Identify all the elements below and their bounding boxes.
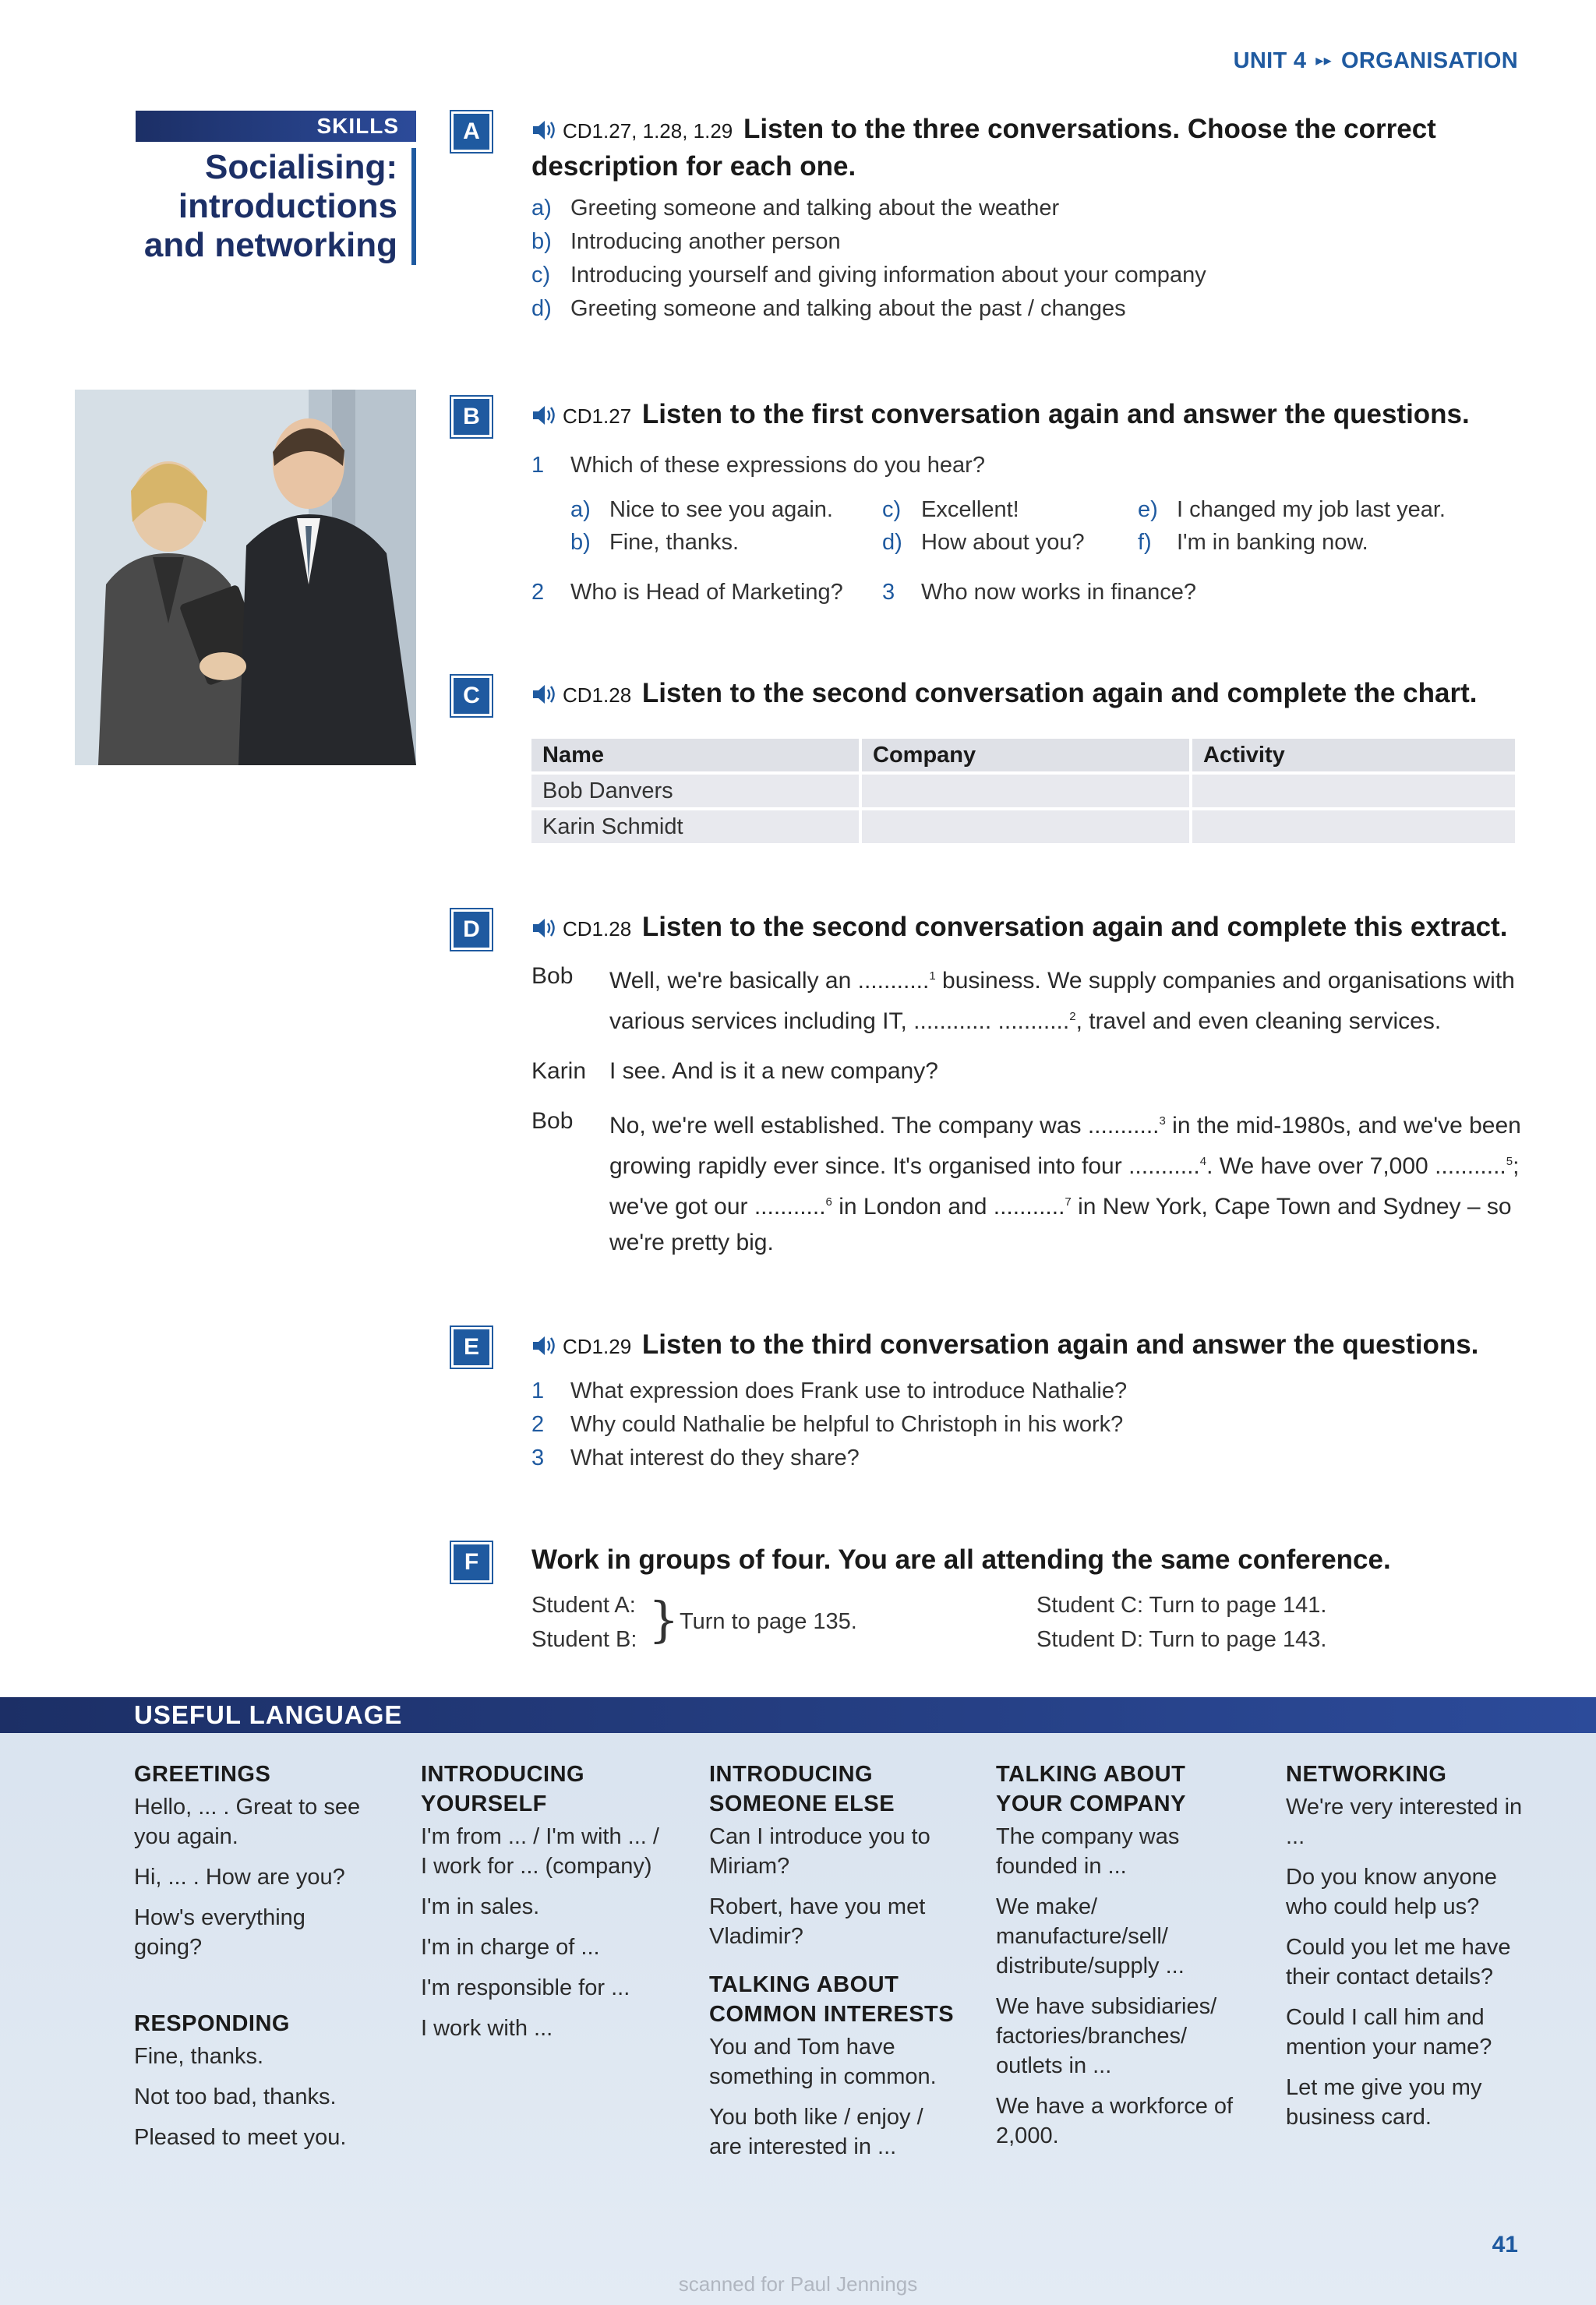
section-f-title: Work in groups of four. You are all attending the same conference. — [531, 1544, 1391, 1575]
column-heading: TALKING ABOUT YOUR COMPANY — [996, 1762, 1186, 1816]
section-a-title: Listen to the three conversations. Choose the correct description for each one. — [531, 114, 1436, 182]
dialogue-extract — [531, 958, 1521, 1261]
section-b-questions — [531, 576, 1521, 610]
section-letter-b: B — [454, 399, 489, 435]
list-item: a) Greeting someone and talking about the weather — [531, 196, 1060, 221]
phrase: I'm in charge of ... — [421, 1935, 600, 1960]
unit-topic: ORGANISATION — [1340, 48, 1518, 73]
gap-blank[interactable]: ........... — [1087, 1113, 1160, 1138]
section-c-heading — [531, 676, 1521, 714]
question-item: 3 What interest do they share? — [531, 1445, 860, 1470]
phrase: Could I call him and mention your name? — [1286, 2005, 1492, 2060]
speaker-icon[interactable] — [531, 115, 560, 150]
scan-note: scanned for Paul Jennings — [678, 2272, 918, 2296]
column-heading: NETWORKING — [1286, 1762, 1447, 1787]
skills-title-line: introductions — [178, 187, 397, 225]
handshake-photo — [75, 390, 416, 765]
list-item: c) Introducing yourself and giving information about your company — [531, 263, 1206, 288]
speaker-icon[interactable] — [531, 1331, 560, 1365]
section-letter-e: E — [454, 1329, 489, 1365]
column-heading: TALKING ABOUT COMMON INTERESTS — [709, 1972, 955, 2027]
speaker-name: Bob — [531, 963, 574, 989]
phrase: Fine, thanks. — [134, 2044, 264, 2069]
column-header: Name — [531, 739, 859, 771]
student-label: Student C: Turn to page 141. — [1036, 1593, 1327, 1618]
phrase: Could you let me have their contact details? — [1286, 1935, 1511, 1989]
useful-language-column — [709, 1760, 959, 2173]
column-header: Activity — [1192, 739, 1515, 771]
speaker-name: Karin — [531, 1058, 587, 1084]
phrase: We have subsidiaries/ factories/branches/ outlets in ... — [996, 1994, 1217, 2078]
phrase: We make/ manufacture/sell/ distribute/supply ... — [996, 1894, 1185, 1978]
section-c-title: Listen to the second conversation again and complete the chart. — [641, 678, 1478, 708]
list-item: c) Excellent! — [882, 497, 1019, 522]
section-e-questions — [531, 1375, 1521, 1475]
skills-title — [136, 148, 416, 265]
phrase: You both like / enjoy / are interested in ... — [709, 2105, 923, 2159]
phrase: Can I introduce you to Miriam? — [709, 1824, 930, 1879]
student-label: Student D: Turn to page 143. — [1036, 1627, 1327, 1652]
student-label: Student B: — [531, 1627, 637, 1652]
dialogue-line — [531, 958, 1521, 1040]
list-item: b) Introducing another person — [531, 229, 841, 254]
list-item: d) How about you? — [882, 530, 1085, 555]
phrase: Do you know anyone who could help us? — [1286, 1865, 1497, 1919]
table-row — [531, 775, 1515, 807]
useful-language-title: USEFUL LANGUAGE — [134, 1700, 403, 1729]
column-heading: GREETINGS — [134, 1762, 271, 1787]
speaker-icon[interactable] — [531, 401, 560, 435]
skills-title-line: and networking — [143, 226, 397, 264]
table-cell-blank[interactable] — [862, 810, 1189, 843]
double-arrow-icon: ▸▸ — [1315, 52, 1332, 69]
page-number: 41 — [1492, 2232, 1518, 2257]
gap-number: 1 — [929, 969, 936, 983]
table-cell-blank[interactable] — [1192, 810, 1515, 843]
useful-language-column — [134, 1760, 368, 2163]
list-item: e) I changed my job last year. — [1138, 497, 1446, 522]
phrase: I'm from ... / I'm with ... / I work for ... (company) — [421, 1824, 659, 1879]
table-cell: Karin Schmidt — [531, 810, 859, 843]
phrase: Let me give you my business card. — [1286, 2075, 1482, 2130]
phrase: Robert, have you met Vladimir? — [709, 1894, 926, 1949]
skills-label: SKILLS — [136, 111, 416, 142]
phrase: Pleased to meet you. — [134, 2125, 347, 2150]
unit-header — [1234, 48, 1518, 74]
speaker-icon[interactable] — [531, 679, 560, 714]
handshake-photo-illustration — [75, 390, 416, 765]
question-item: 2 Why could Nathalie be helpful to Christoph in his work? — [531, 1412, 1124, 1437]
section-c — [531, 676, 1521, 714]
section-d — [531, 910, 1521, 1261]
phrase: I'm in sales. — [421, 1894, 540, 1919]
column-heading: RESPONDING — [134, 2011, 290, 2036]
column-heading: INTRODUCING SOMEONE ELSE — [709, 1762, 895, 1816]
phrase: The company was founded in ... — [996, 1824, 1180, 1879]
student-instructions — [531, 1588, 1521, 1658]
gap-blank[interactable]: ........... — [1435, 1153, 1506, 1179]
gap-blank[interactable]: ........... — [993, 1194, 1065, 1220]
expression-options — [570, 493, 1521, 565]
list-item: a) Nice to see you again. — [570, 497, 833, 522]
section-letter-c: C — [454, 678, 489, 714]
section-a-heading — [531, 112, 1521, 184]
cd-track: CD1.27 — [563, 404, 632, 428]
section-letter-f: F — [454, 1544, 489, 1580]
section-b-heading — [531, 397, 1521, 435]
table-header-row — [531, 739, 1515, 771]
table-row — [531, 810, 1515, 843]
phrase: You and Tom have something in common. — [709, 2035, 937, 2089]
phrase: I'm responsible for ... — [421, 1975, 630, 2000]
brace-icon: } — [648, 1591, 680, 1648]
cd-track: CD1.28 — [563, 917, 632, 941]
question-item: 2 Who is Head of Marketing? — [531, 580, 843, 605]
section-b-title: Listen to the first conversation again and answer the questions. — [641, 399, 1470, 429]
cd-track: CD1.29 — [563, 1335, 632, 1358]
skills-title-line: Socialising: — [205, 148, 397, 186]
phrase: Not too bad, thanks. — [134, 2084, 337, 2109]
gap-number: 7 — [1065, 1195, 1072, 1209]
dialogue-text: I see. And is it a new company? — [609, 1058, 938, 1084]
turn-to-page: Turn to page 135. — [680, 1609, 857, 1634]
dialogue-text: Well, we're basically an ...........$^1$ business. We supply companies and organisations with various services including IT, ............ ...........$^2$, travel and even cleaning services. — [609, 968, 1515, 1034]
table-cell: Bob Danvers — [531, 775, 859, 807]
gap-blank[interactable]: ........... — [1128, 1153, 1200, 1179]
gap-blank[interactable]: ........... — [754, 1194, 826, 1220]
table-cell-blank[interactable] — [1192, 775, 1515, 807]
completion-chart — [528, 736, 1518, 846]
cd-track: CD1.28 — [563, 683, 632, 707]
skills-box — [136, 111, 416, 265]
question-item: 1 Which of these expressions do you hear? — [531, 453, 985, 478]
list-item: d) Greeting someone and talking about the past / changes — [531, 296, 1126, 321]
phrase: We have a workforce of 2,000. — [996, 2094, 1234, 2148]
student-label: Student A: — [531, 1593, 636, 1618]
section-f — [531, 1543, 1521, 1658]
speaker-name: Bob — [531, 1108, 574, 1134]
column-header: Company — [862, 739, 1189, 771]
gap-blank[interactable]: ............ ........... — [913, 1008, 1070, 1034]
cd-track: CD1.27, 1.28, 1.29 — [563, 119, 733, 143]
dialogue-line — [531, 1054, 1521, 1089]
dialogue-text: No, we're well established. The company was ...........$^3$ in the mid-1980s, and we've been growing rapidly ever since. It's organised into four ...........$^4$. We have over 7,000 ...........$^5$; we've got our ...........$^6$ in London and ...........$^7$ in New York, Cape Town and Sydney – so we're pretty big. — [609, 1113, 1521, 1255]
section-e-heading — [531, 1328, 1521, 1365]
column-heading: INTRODUCING YOURSELF — [421, 1762, 585, 1816]
unit-label: UNIT 4 — [1233, 48, 1307, 73]
table-cell-blank[interactable] — [862, 775, 1189, 807]
gap-number: 6 — [825, 1195, 832, 1209]
question-item: 1 What expression does Frank use to introduce Nathalie? — [531, 1378, 1128, 1403]
gap-number: 2 — [1069, 1010, 1076, 1023]
phrase: How's everything going? — [134, 1905, 305, 1960]
useful-language-column — [421, 1760, 670, 2054]
list-item: b) Fine, thanks. — [570, 530, 740, 555]
gap-number: 3 — [1159, 1114, 1166, 1128]
list-item: f) I'm in banking now. — [1138, 530, 1368, 555]
phrase: We're very interested in ... — [1286, 1795, 1523, 1849]
section-e-title: Listen to the third conversation again and answer the questions. — [641, 1329, 1479, 1360]
useful-language-column — [996, 1760, 1238, 2162]
question-item: 3 Who now works in finance? — [882, 580, 1196, 605]
gap-number: 5 — [1506, 1155, 1513, 1168]
phrase: I work with ... — [421, 2016, 553, 2041]
section-d-title: Listen to the second conversation again and complete this extract. — [641, 912, 1508, 942]
useful-language-column — [1286, 1760, 1527, 2143]
gap-number: 4 — [1199, 1155, 1207, 1168]
phrase: Hello, ... . Great to see you again. — [134, 1795, 361, 1849]
speaker-icon[interactable] — [531, 913, 560, 948]
section-d-heading — [531, 910, 1521, 948]
gap-blank[interactable]: ........... — [857, 968, 930, 994]
section-a — [531, 112, 1521, 326]
phrase: Hi, ... . How are you? — [134, 1865, 345, 1890]
section-letter-d: D — [454, 912, 489, 948]
section-e — [531, 1328, 1521, 1475]
section-letter-a: A — [454, 114, 489, 150]
section-b — [531, 397, 1521, 610]
dialogue-line — [531, 1103, 1521, 1261]
section-a-options — [531, 192, 1521, 326]
